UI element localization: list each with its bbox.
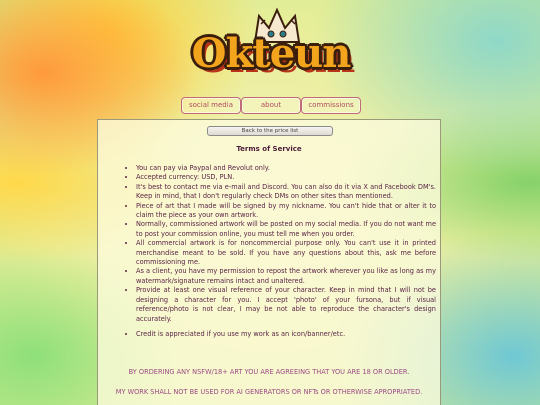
tos-title: Terms of Service bbox=[236, 145, 302, 153]
tos-item-commercial: • All commercial artwork is for noncommercial purpose only. You can't use it in printed merchandise meant to be sold. If you have any questions about this, ask me before commissioning me. bbox=[136, 239, 436, 267]
tos-item-signature: • Piece of art that I made will be signed by my nickname. You can't hide that or alter it to claim the piece as your own artwork. bbox=[136, 202, 436, 221]
tos-item-reference: • Provide at least one visual reference of your character. Keep in mind that I will not be designing a character for you. I accept 'photo' of your fursona, but if visual reference/photo is not clear, I may be not able to reproduce the character's design accurately. bbox=[136, 286, 436, 324]
nav-about-button[interactable]: about bbox=[241, 97, 301, 114]
tos-item-repost: • As a client, you have my permission to repost the artwork wherever you like as long as my watermark/signature remains intact and unaltered. bbox=[136, 267, 436, 286]
ai-usage-notice: MY WORK SHALL NOT BE USED FOR AI GENERATORS OR NFTs OR OTHERWISE APROPRIATED. bbox=[115, 388, 423, 396]
tos-item-posting: • Normally, commissioned artwork will be posted on my social media. If you do not want me to post your commission online, you must tell me when you order. bbox=[136, 220, 436, 239]
main-nav bbox=[0, 97, 540, 115]
logo-text: Okteun bbox=[191, 30, 351, 77]
nsfw-age-notice: BY ORDERING ANY NSFW/18+ ART YOU ARE AGREEING THAT YOU ARE 18 OR OLDER. bbox=[128, 368, 410, 376]
tos-list bbox=[122, 164, 436, 339]
tos-panel bbox=[97, 119, 441, 405]
tos-item-currency: • Accepted currency: USD, PLN. bbox=[136, 173, 436, 182]
site-logo[interactable] bbox=[185, 6, 357, 88]
tos-item-payment: • You can pay via Paypal and Revolut only. bbox=[136, 164, 436, 173]
nav-social-media-button[interactable]: social media bbox=[181, 97, 241, 114]
back-to-price-list-button[interactable]: Back to the price list bbox=[207, 126, 333, 136]
nav-commissions-button[interactable]: commissions bbox=[301, 97, 361, 114]
tos-item-credit: • Credit is appreciated if you use my work as an icon/banner/etc. bbox=[136, 330, 436, 339]
tos-item-contact: • It's best to contact me via e-mail and Discord. You can also do it via X and Facebook DM's. Keep in mind, that I don't regularly check DMs on other sites than mentioned. bbox=[136, 183, 436, 202]
